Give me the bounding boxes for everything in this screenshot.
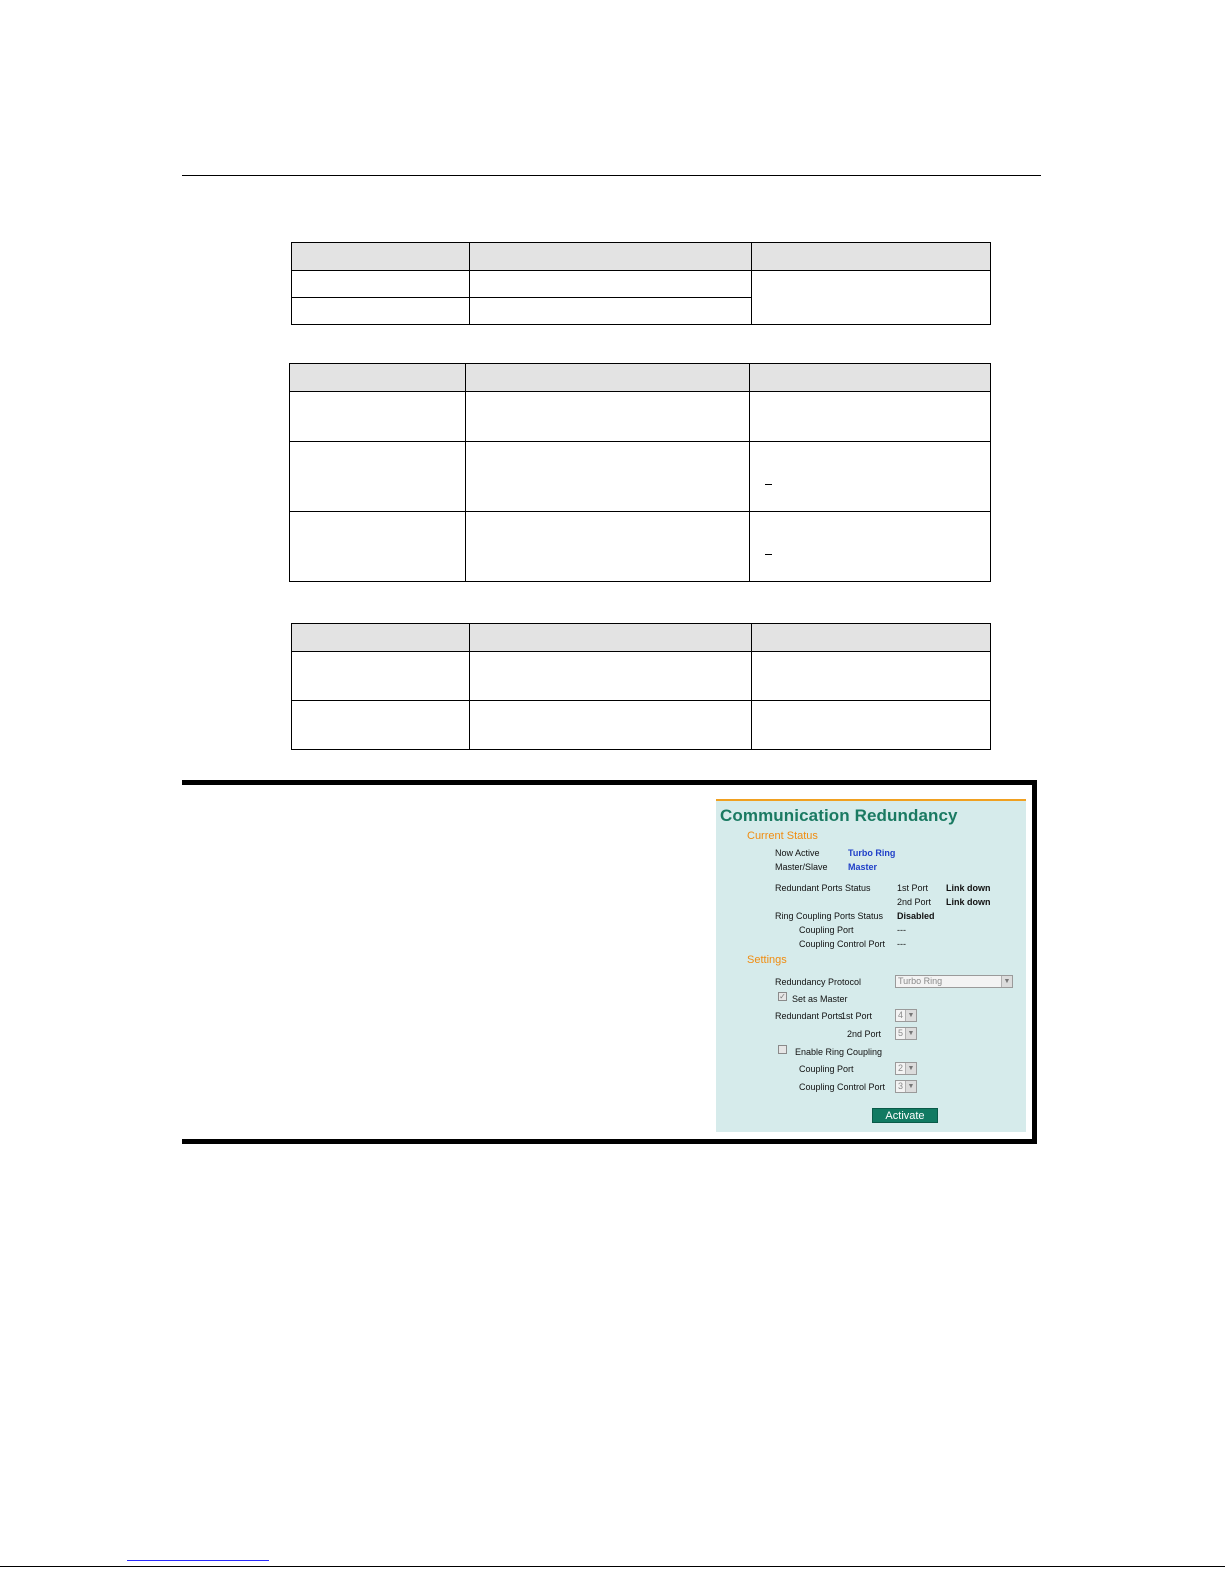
table-header-row (292, 243, 991, 271)
enable-ring-coupling-checkbox[interactable] (778, 1045, 787, 1054)
panel-title: Communication Redundancy (720, 806, 958, 825)
chevron-down-icon: ▼ (1001, 976, 1012, 987)
current-status-heading: Current Status (747, 830, 818, 842)
master-slave-value: Master (848, 862, 878, 872)
first-port-select[interactable] (895, 1009, 917, 1022)
coupling-control-port-select[interactable] (895, 1080, 917, 1093)
table-1 (291, 242, 991, 325)
setting-coupling-port-label: Coupling Port (799, 1064, 854, 1074)
coupling-port-value: --- (897, 925, 906, 935)
chevron-down-icon: ▼ (905, 1063, 916, 1074)
port2-status: Link down (946, 897, 991, 907)
redundancy-protocol-value: Turbo Ring (898, 976, 943, 986)
coupling-control-port-label: Coupling Control Port (799, 939, 886, 949)
set-as-master-label: Set as Master (792, 994, 848, 1004)
text-mark (765, 554, 772, 555)
ring-coupling-status-value: Disabled (897, 911, 935, 921)
table-header-row (290, 364, 991, 392)
coupling-port-label: Coupling Port (799, 925, 854, 935)
coupling-port-select[interactable] (895, 1062, 917, 1075)
table-header-row (292, 624, 991, 652)
communication-redundancy-panel (716, 799, 1026, 1132)
table-row (290, 512, 991, 582)
port2-label: 2nd Port (897, 897, 932, 907)
second-port-label: 2nd Port (847, 1029, 882, 1039)
text-mark (765, 484, 772, 485)
footer-rule (0, 1566, 1225, 1567)
first-port-label: 1st Port (841, 1011, 873, 1021)
table-row (290, 442, 991, 512)
master-slave-label: Master/Slave (775, 862, 828, 872)
now-active-label: Now Active (775, 848, 820, 858)
table-2 (289, 363, 991, 582)
redundancy-protocol-select[interactable] (895, 975, 1013, 988)
chevron-down-icon: ▼ (905, 1028, 916, 1039)
redundancy-protocol-label: Redundancy Protocol (775, 977, 862, 987)
coupling-control-port-value: --- (897, 939, 906, 949)
header-rule (182, 175, 1041, 176)
chevron-down-icon: ▼ (905, 1010, 916, 1021)
settings-heading: Settings (747, 954, 787, 966)
chevron-down-icon: ▼ (905, 1081, 916, 1092)
enable-ring-coupling-label: Enable Ring Coupling (795, 1047, 883, 1057)
now-active-value: Turbo Ring (848, 848, 896, 858)
setting-coupling-control-port-label: Coupling Control Port (799, 1082, 886, 1092)
port1-label: 1st Port (897, 883, 929, 893)
setting-coupling-control-port-value: 3 (898, 1081, 904, 1091)
set-as-master-checkbox[interactable]: ✓ (779, 992, 786, 1001)
second-port-select[interactable] (895, 1027, 917, 1040)
table-row (292, 271, 991, 298)
activate-button[interactable]: Activate (872, 1108, 938, 1123)
table-3 (291, 623, 991, 750)
setting-coupling-port-value: 2 (898, 1063, 904, 1073)
ring-coupling-status-label: Ring Coupling Ports Status (775, 911, 884, 921)
port1-status: Link down (946, 883, 991, 893)
first-port-value: 4 (898, 1010, 904, 1020)
table-row (290, 392, 991, 442)
redundant-ports-label: Redundant Ports (775, 1011, 843, 1021)
table-row (292, 652, 991, 701)
table-row (292, 701, 991, 750)
footer-link-underline[interactable] (127, 1560, 269, 1561)
second-port-value: 5 (898, 1028, 904, 1038)
redundant-ports-status-label: Redundant Ports Status (775, 883, 871, 893)
